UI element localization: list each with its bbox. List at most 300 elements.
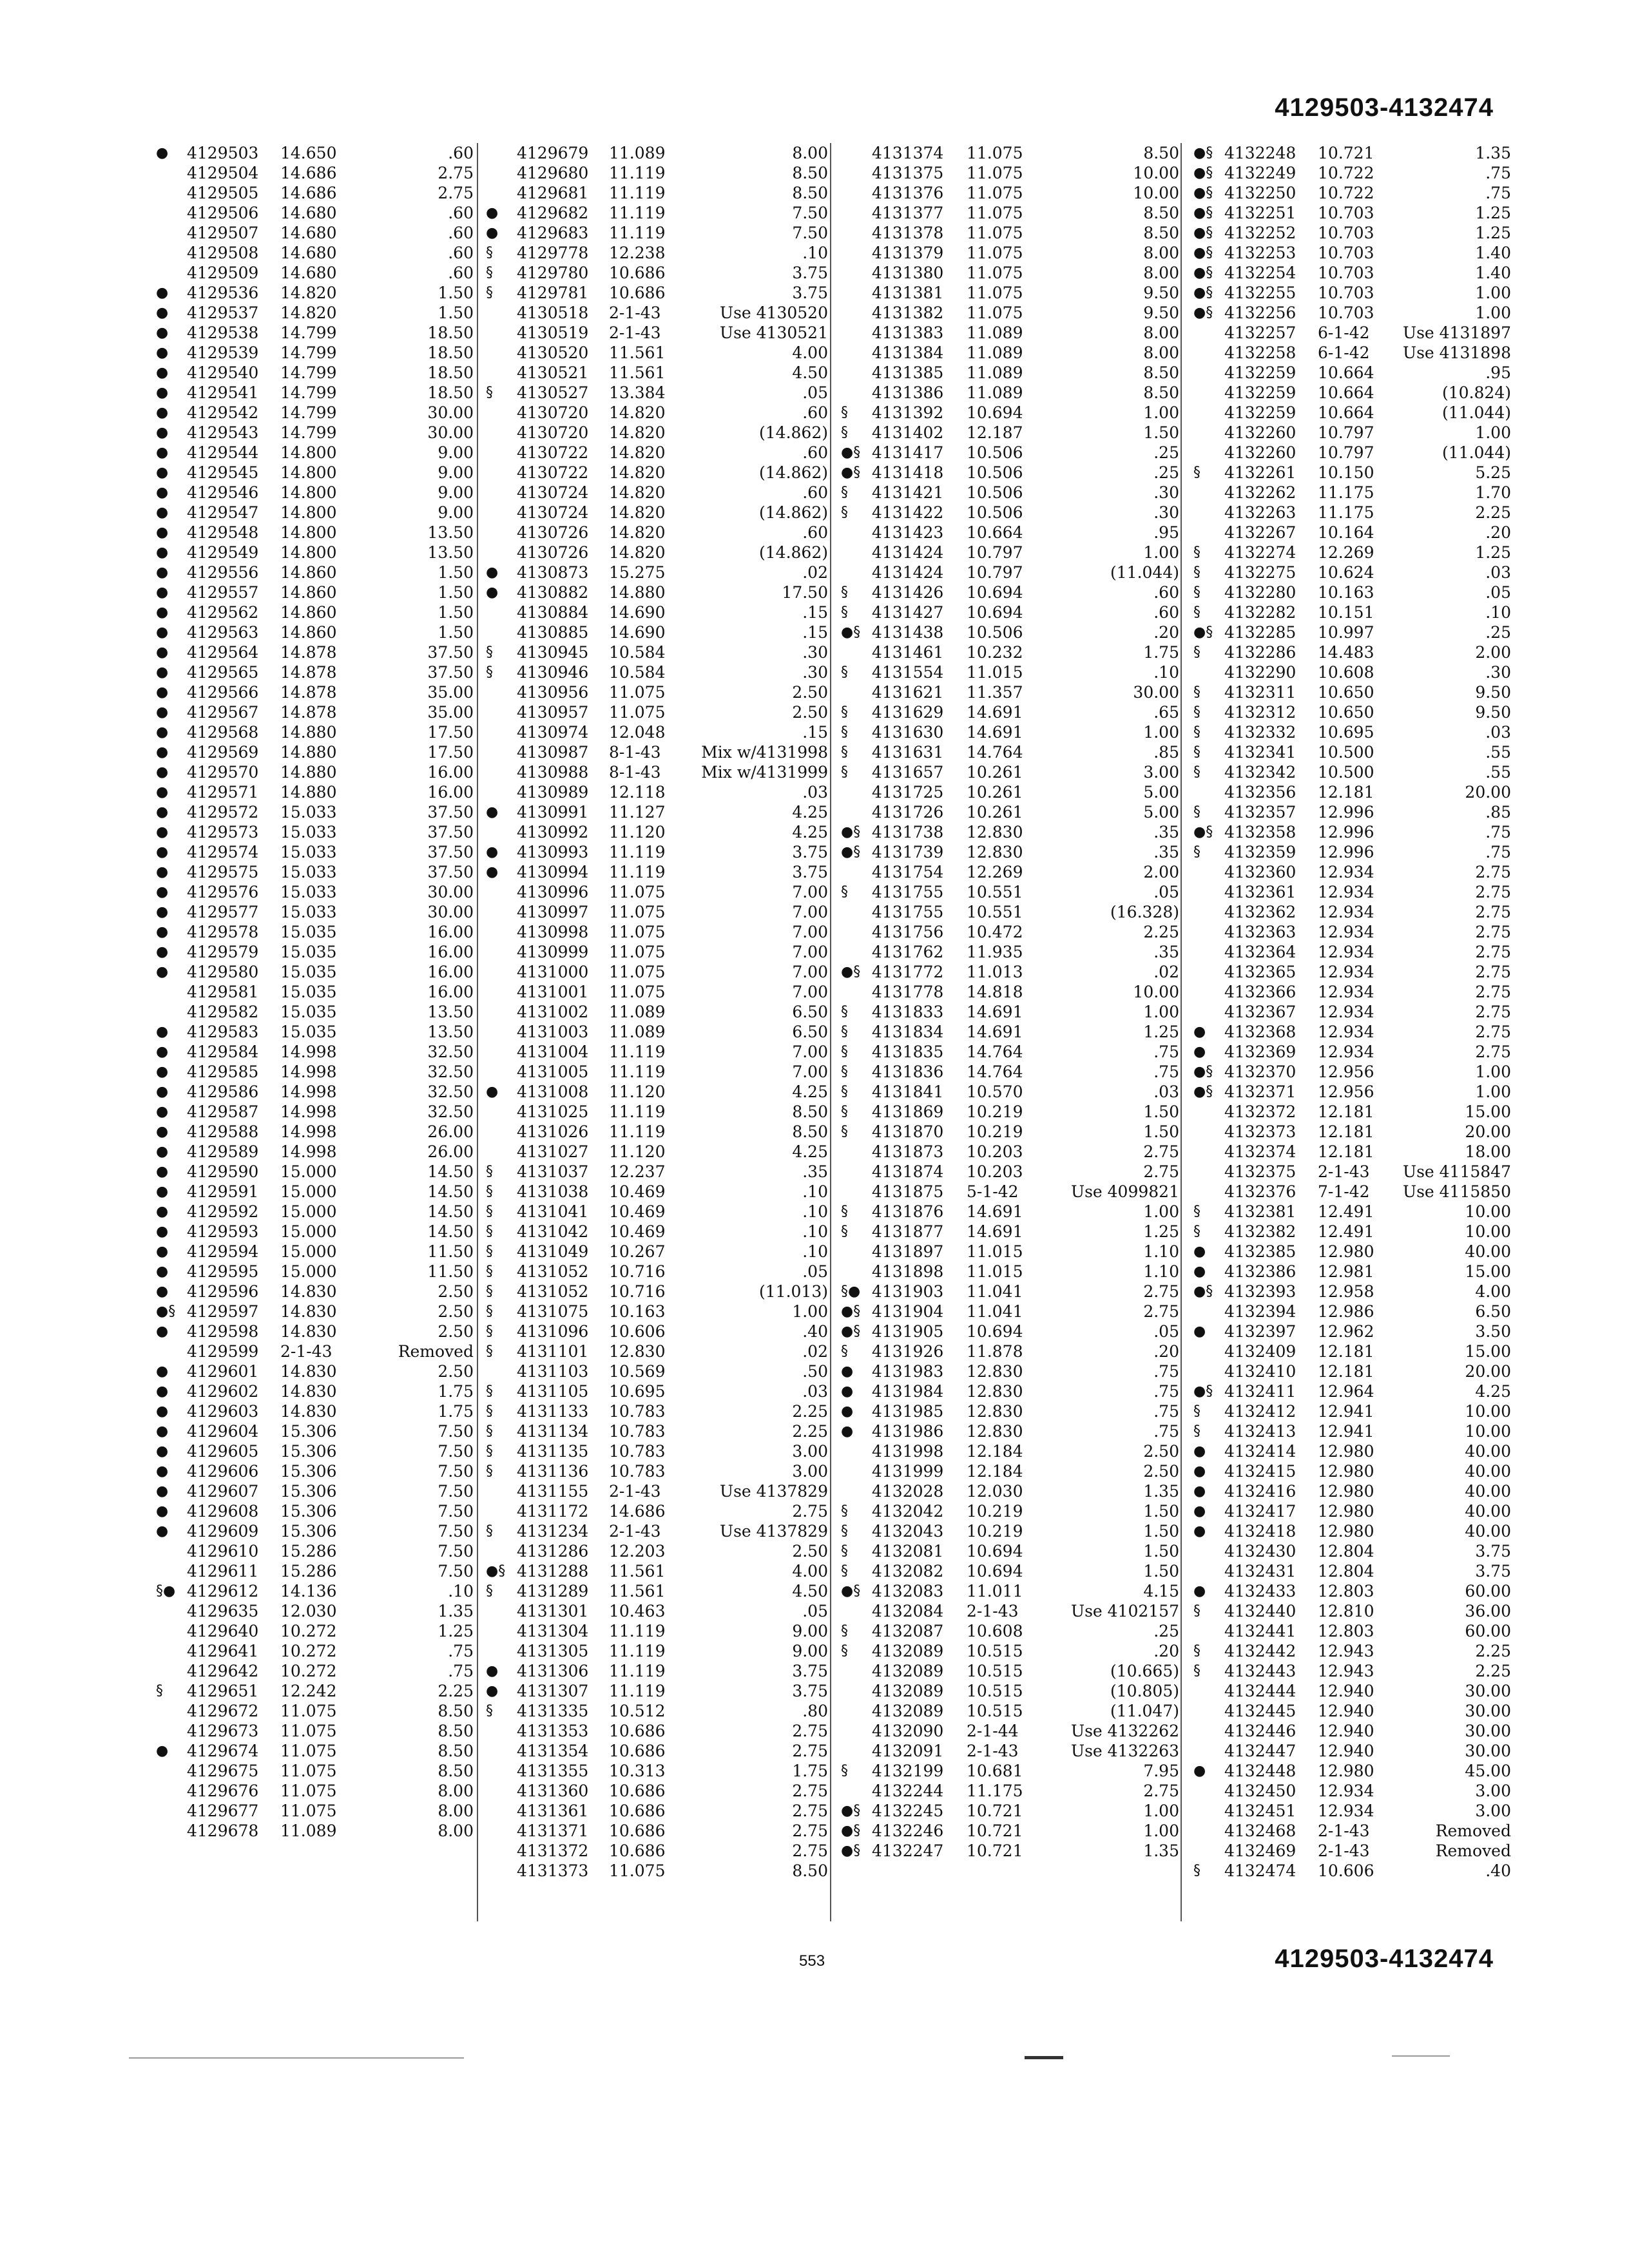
table-row xyxy=(1186,602,1524,622)
table-row xyxy=(480,243,841,263)
row-marker: ● xyxy=(1193,1463,1206,1479)
list-value: 7.50 xyxy=(438,1562,474,1581)
part-number: 4129574 xyxy=(187,843,259,861)
table-row xyxy=(480,163,841,183)
unit-price: 11.075 xyxy=(280,1762,337,1780)
table-row xyxy=(129,1621,487,1641)
unit-price: 2-1-44 xyxy=(967,1722,1019,1740)
list-value: .03 xyxy=(802,1382,828,1401)
unit-price: 10.716 xyxy=(609,1262,666,1281)
part-number: 4132090 xyxy=(872,1722,944,1740)
unit-price: 10.584 xyxy=(609,643,666,662)
table-row xyxy=(129,1501,487,1521)
table-row xyxy=(834,1761,1192,1781)
table-row xyxy=(129,1721,487,1741)
row-marker: § xyxy=(841,744,848,760)
list-value: 1.25 xyxy=(1143,1023,1179,1041)
row-marker: § xyxy=(841,1004,848,1020)
table-row xyxy=(1186,363,1524,383)
part-number: 4129562 xyxy=(187,603,259,622)
unit-price: 12.187 xyxy=(967,423,1023,442)
unit-price: 10.551 xyxy=(967,903,1023,921)
part-number: 4131754 xyxy=(872,863,944,881)
table-row xyxy=(129,1022,487,1042)
table-row xyxy=(1186,682,1524,702)
unit-price: 10.721 xyxy=(967,1821,1023,1840)
unit-price: 12.964 xyxy=(1318,1382,1374,1401)
table-row xyxy=(834,702,1192,722)
list-value: 9.00 xyxy=(438,483,474,502)
row-marker: § xyxy=(1193,764,1200,780)
table-row xyxy=(834,1461,1192,1481)
unit-price: 14.799 xyxy=(280,363,337,382)
table-row xyxy=(480,303,841,323)
unit-price: 12.491 xyxy=(1318,1202,1374,1221)
unit-price: 14.860 xyxy=(280,623,337,642)
part-number: 4131075 xyxy=(517,1302,589,1321)
table-row xyxy=(834,1741,1192,1761)
list-value: 1.50 xyxy=(438,583,474,602)
unit-price: 10.686 xyxy=(609,264,666,282)
part-number: 4129591 xyxy=(187,1182,259,1201)
part-number: 4131554 xyxy=(872,663,944,682)
table-row xyxy=(129,1222,487,1242)
unit-price: 12.203 xyxy=(609,1542,666,1561)
table-row xyxy=(834,1421,1192,1441)
list-value: 60.00 xyxy=(1465,1622,1511,1640)
unit-price: 10.783 xyxy=(609,1402,666,1421)
table-row xyxy=(480,582,841,602)
list-value: 2.75 xyxy=(792,1782,828,1800)
table-row xyxy=(129,483,487,503)
list-value: 1.75 xyxy=(1143,643,1179,662)
unit-price: 14.800 xyxy=(280,543,337,562)
unit-price: 12.934 xyxy=(1318,923,1374,941)
part-number: 4130994 xyxy=(517,863,589,881)
row-marker: § xyxy=(841,425,848,441)
table-row xyxy=(834,183,1192,203)
table-row xyxy=(1186,543,1524,562)
unit-price: 12.118 xyxy=(609,783,666,802)
part-number: 4132256 xyxy=(1224,303,1296,322)
list-value: 2.25 xyxy=(792,1402,828,1421)
row-marker: § xyxy=(841,1224,848,1240)
list-value: .75 xyxy=(1485,843,1511,861)
row-marker: § xyxy=(1193,1863,1200,1879)
part-number: 4131234 xyxy=(517,1522,589,1541)
unit-price: 6-1-42 xyxy=(1318,323,1370,342)
table-row xyxy=(129,1321,487,1341)
list-value: (14.862) xyxy=(759,503,828,522)
list-value: 1.70 xyxy=(1475,483,1511,502)
table-row xyxy=(834,922,1192,942)
row-marker: ● xyxy=(486,864,499,880)
table-row xyxy=(1186,1441,1524,1461)
list-value: 2.75 xyxy=(1475,983,1511,1001)
table-row xyxy=(129,443,487,463)
unit-price: 10.606 xyxy=(609,1322,666,1341)
scan-artifact-rule xyxy=(1025,2056,1063,2059)
unit-price: 14.136 xyxy=(280,1582,337,1600)
table-row xyxy=(834,1721,1192,1741)
unit-price: 10.997 xyxy=(1318,623,1374,642)
part-number: 4132251 xyxy=(1224,204,1296,222)
row-marker: ● xyxy=(156,904,169,920)
table-row xyxy=(480,1022,841,1042)
part-number: 4130518 xyxy=(517,303,589,322)
table-row xyxy=(1186,1082,1524,1102)
row-marker: § xyxy=(1193,1603,1200,1619)
list-value: 17.50 xyxy=(427,743,474,762)
row-marker: ● xyxy=(486,584,499,601)
part-number: 4131373 xyxy=(517,1861,589,1880)
list-value: .40 xyxy=(802,1322,828,1341)
unit-price: 14.800 xyxy=(280,443,337,462)
part-number: 4131103 xyxy=(517,1362,589,1381)
row-marker: § xyxy=(841,1343,848,1360)
unit-price: 12.980 xyxy=(1318,1242,1374,1261)
part-number: 4131307 xyxy=(517,1682,589,1700)
list-value: 16.00 xyxy=(427,983,474,1001)
list-value: .35 xyxy=(1153,843,1179,861)
table-row xyxy=(1186,1861,1524,1881)
unit-price: 11.175 xyxy=(967,1782,1023,1800)
page-range-title-bottom: 4129503-4132474 xyxy=(1275,1945,1494,1973)
part-number: 4132262 xyxy=(1224,483,1296,502)
list-value: .75 xyxy=(1153,1362,1179,1381)
table-row xyxy=(834,622,1192,642)
part-number: 4131377 xyxy=(872,204,944,222)
table-row xyxy=(129,163,487,183)
part-number: 4130989 xyxy=(517,783,589,802)
table-row xyxy=(834,682,1192,702)
table-row xyxy=(834,862,1192,882)
unit-price: 10.686 xyxy=(609,1722,666,1740)
list-value: 7.50 xyxy=(792,224,828,242)
list-value: 30.00 xyxy=(427,883,474,901)
unit-price: 12.943 xyxy=(1318,1662,1374,1680)
part-number: 4132043 xyxy=(872,1522,944,1541)
unit-price: 12.830 xyxy=(967,1362,1023,1381)
table-row xyxy=(129,1761,487,1781)
table-row xyxy=(480,842,841,862)
unit-price: 12.184 xyxy=(967,1442,1023,1461)
unit-price: 12.934 xyxy=(1318,863,1374,881)
part-number: 4131052 xyxy=(517,1282,589,1301)
row-marker: § xyxy=(841,1204,848,1220)
table-row xyxy=(129,1002,487,1022)
row-marker: ●§ xyxy=(1193,145,1213,161)
part-number: 4132414 xyxy=(1224,1442,1296,1461)
list-value: 1.25 xyxy=(1475,224,1511,242)
unit-price: 12.804 xyxy=(1318,1542,1374,1561)
list-value: 4.25 xyxy=(792,823,828,841)
row-marker: ●§ xyxy=(841,624,861,640)
part-number: 4131898 xyxy=(872,1262,944,1281)
list-value: 2.25 xyxy=(1475,1642,1511,1660)
part-number: 4131133 xyxy=(517,1402,589,1421)
table-row xyxy=(1186,1701,1524,1721)
list-value: .60 xyxy=(1153,583,1179,602)
list-value: .60 xyxy=(802,403,828,422)
unit-price: 12.940 xyxy=(1318,1742,1374,1760)
unit-price: 10.163 xyxy=(1318,583,1374,602)
row-marker: ● xyxy=(156,944,169,960)
part-number: 4132332 xyxy=(1224,723,1296,742)
table-row xyxy=(834,1581,1192,1601)
part-number: 4131657 xyxy=(872,763,944,782)
list-value: 7.50 xyxy=(438,1542,474,1561)
row-marker: ● xyxy=(156,1323,169,1340)
table-row xyxy=(1186,1302,1524,1321)
list-value: 40.00 xyxy=(1465,1462,1511,1481)
part-number: 4132259 xyxy=(1224,403,1296,422)
row-marker: ●§ xyxy=(841,1583,861,1599)
table-row xyxy=(1186,582,1524,602)
unit-price: 10.695 xyxy=(1318,723,1374,742)
unit-price: 12.962 xyxy=(1318,1322,1374,1341)
unit-price: 12.810 xyxy=(1318,1602,1374,1620)
unit-price: 15.275 xyxy=(609,563,666,582)
table-row xyxy=(1186,1062,1524,1082)
unit-price: 11.089 xyxy=(609,144,666,162)
row-marker: ●§ xyxy=(1193,285,1213,301)
part-number: 4131833 xyxy=(872,1003,944,1021)
row-marker: ● xyxy=(1193,1323,1206,1340)
unit-price: 10.472 xyxy=(967,923,1023,941)
table-row xyxy=(834,802,1192,822)
row-marker: ● xyxy=(156,1224,169,1240)
unit-price: 10.722 xyxy=(1318,164,1374,182)
part-number: 4132247 xyxy=(872,1841,944,1860)
row-marker: ● xyxy=(156,1743,169,1759)
unit-price: 10.686 xyxy=(609,1802,666,1820)
row-marker: ● xyxy=(156,1403,169,1419)
unit-price: 10.694 xyxy=(967,1562,1023,1581)
list-value: .20 xyxy=(1153,623,1179,642)
list-value: 4.00 xyxy=(792,343,828,362)
part-number: 4132446 xyxy=(1224,1722,1296,1740)
table-row xyxy=(1186,1601,1524,1621)
part-number: 4129581 xyxy=(187,983,259,1001)
list-value: 1.50 xyxy=(438,603,474,622)
row-marker: ●§ xyxy=(841,1303,861,1320)
part-number: 4129576 xyxy=(187,883,259,901)
unit-price: 15.033 xyxy=(280,823,337,841)
row-marker: § xyxy=(1193,564,1200,581)
part-number: 4131739 xyxy=(872,843,944,861)
table-row xyxy=(129,1082,487,1102)
table-row xyxy=(1186,1561,1524,1581)
part-number: 4131381 xyxy=(872,284,944,302)
part-number: 4131926 xyxy=(872,1342,944,1361)
list-value: 3.75 xyxy=(792,284,828,302)
row-marker: ● xyxy=(156,485,169,501)
part-number: 4129572 xyxy=(187,803,259,822)
unit-price: 10.151 xyxy=(1318,603,1374,622)
unit-price: 11.561 xyxy=(609,343,666,362)
unit-price: 14.860 xyxy=(280,583,337,602)
list-value: 6.50 xyxy=(792,1003,828,1021)
table-row xyxy=(834,483,1192,503)
table-row xyxy=(480,782,841,802)
list-value: 1.50 xyxy=(1143,1522,1179,1541)
table-row xyxy=(129,1701,487,1721)
table-row xyxy=(1186,1242,1524,1262)
part-number: 4130992 xyxy=(517,823,589,841)
part-number: 4129588 xyxy=(187,1122,259,1141)
list-value: 10.00 xyxy=(1133,184,1179,202)
row-marker: ● xyxy=(156,425,169,441)
table-row xyxy=(480,1801,841,1821)
list-value: Use 4102157 xyxy=(1071,1602,1179,1620)
part-number: 4131755 xyxy=(872,903,944,921)
table-row xyxy=(480,1581,841,1601)
part-number: 4129549 xyxy=(187,543,259,562)
table-row xyxy=(129,842,487,862)
table-row xyxy=(1186,1042,1524,1062)
unit-price: 14.818 xyxy=(967,983,1023,1001)
row-marker: § xyxy=(486,1184,493,1200)
list-value: 2.75 xyxy=(1143,1142,1179,1161)
row-marker: § xyxy=(1193,804,1200,820)
list-value: .05 xyxy=(802,1602,828,1620)
row-marker: § xyxy=(841,1563,848,1579)
part-number: 4129504 xyxy=(187,164,259,182)
unit-price: 12.980 xyxy=(1318,1502,1374,1521)
scan-artifact-rule xyxy=(1392,2055,1450,2057)
table-row xyxy=(480,1781,841,1801)
unit-price: 15.033 xyxy=(280,803,337,822)
part-number: 4132375 xyxy=(1224,1162,1296,1181)
row-marker: ●§ xyxy=(841,445,861,461)
table-row xyxy=(1186,1182,1524,1202)
part-number: 4129571 xyxy=(187,783,259,802)
list-value: .40 xyxy=(1485,1861,1511,1880)
part-number: 4130996 xyxy=(517,883,589,901)
part-number: 4132082 xyxy=(872,1562,944,1581)
table-row xyxy=(1186,1401,1524,1421)
table-row xyxy=(834,263,1192,283)
unit-price: 12.804 xyxy=(1318,1562,1374,1581)
table-row xyxy=(480,1701,841,1721)
row-marker: § xyxy=(841,1024,848,1040)
part-number: 4130946 xyxy=(517,663,589,682)
unit-price: 15.306 xyxy=(280,1462,337,1481)
list-value: 1.50 xyxy=(438,303,474,322)
part-number: 4132359 xyxy=(1224,843,1296,861)
row-marker: § xyxy=(1193,1663,1200,1679)
unit-price: 12.237 xyxy=(609,1162,666,1181)
table-row xyxy=(480,1102,841,1122)
list-value: 16.00 xyxy=(427,763,474,782)
list-value: 2.75 xyxy=(1475,863,1511,881)
table-row xyxy=(129,722,487,742)
table-row xyxy=(1186,942,1524,962)
list-value: 30.00 xyxy=(427,403,474,422)
part-number: 4129566 xyxy=(187,683,259,702)
part-number: 4131286 xyxy=(517,1542,589,1561)
part-number: 4132411 xyxy=(1224,1382,1296,1401)
table-row xyxy=(1186,403,1524,423)
part-number: 4129778 xyxy=(517,244,589,262)
table-row xyxy=(834,1222,1192,1242)
part-number: 4130720 xyxy=(517,423,589,442)
list-value: .05 xyxy=(1153,883,1179,901)
unit-price: 11.075 xyxy=(280,1802,337,1820)
table-row xyxy=(1186,1102,1524,1122)
list-value: 1.50 xyxy=(1143,1562,1179,1581)
list-value: .10 xyxy=(802,1242,828,1261)
row-marker: ● xyxy=(156,1363,169,1379)
row-marker: ● xyxy=(841,1423,854,1439)
unit-price: 12.941 xyxy=(1318,1422,1374,1441)
row-marker: ● xyxy=(156,1124,169,1140)
table-row xyxy=(1186,1761,1524,1781)
row-marker: ● xyxy=(156,844,169,860)
unit-price: 12.980 xyxy=(1318,1442,1374,1461)
list-value: .80 xyxy=(802,1702,828,1720)
part-number: 4132418 xyxy=(1224,1522,1296,1541)
row-marker: ● xyxy=(156,804,169,820)
list-value: .85 xyxy=(1153,743,1179,762)
row-marker: ● xyxy=(156,1264,169,1280)
part-number: 4130945 xyxy=(517,643,589,662)
list-value: 9.50 xyxy=(1143,303,1179,322)
list-value: 8.00 xyxy=(1143,323,1179,342)
list-value: .60 xyxy=(448,224,474,242)
list-value: 16.00 xyxy=(427,943,474,961)
part-number: 4129546 xyxy=(187,483,259,502)
list-value: .60 xyxy=(448,264,474,282)
part-number: 4129570 xyxy=(187,763,259,782)
list-value: (10.665) xyxy=(1110,1662,1179,1680)
table-row xyxy=(129,602,487,622)
part-number: 4130882 xyxy=(517,583,589,602)
table-row xyxy=(834,882,1192,902)
list-value: .60 xyxy=(1153,603,1179,622)
row-marker: § xyxy=(486,1343,493,1360)
unit-price: 10.313 xyxy=(609,1762,666,1780)
part-number: 4129547 xyxy=(187,503,259,522)
part-number: 4131877 xyxy=(872,1222,944,1241)
list-value: 8.00 xyxy=(1143,343,1179,362)
unit-price: 14.830 xyxy=(280,1402,337,1421)
row-marker: ● xyxy=(156,564,169,581)
part-number: 4132394 xyxy=(1224,1302,1296,1321)
unit-price: 15.035 xyxy=(280,943,337,961)
row-marker: § xyxy=(486,1703,493,1719)
unit-price: 10.500 xyxy=(1318,743,1374,762)
unit-price: 11.119 xyxy=(609,843,666,861)
table-row xyxy=(834,1681,1192,1701)
unit-price: 14.799 xyxy=(280,423,337,442)
table-row xyxy=(1186,862,1524,882)
table-row xyxy=(129,403,487,423)
table-row xyxy=(834,523,1192,543)
unit-price: 12.941 xyxy=(1318,1402,1374,1421)
table-row xyxy=(129,343,487,363)
unit-price: 12.181 xyxy=(1318,1122,1374,1141)
unit-price: 11.119 xyxy=(609,164,666,182)
part-number: 4131835 xyxy=(872,1043,944,1061)
part-number: 4130724 xyxy=(517,503,589,522)
part-number: 4132393 xyxy=(1224,1282,1296,1301)
unit-price: 11.561 xyxy=(609,1582,666,1600)
part-number: 4132253 xyxy=(1224,244,1296,262)
table-row xyxy=(480,1082,841,1102)
list-value: 9.00 xyxy=(792,1622,828,1640)
